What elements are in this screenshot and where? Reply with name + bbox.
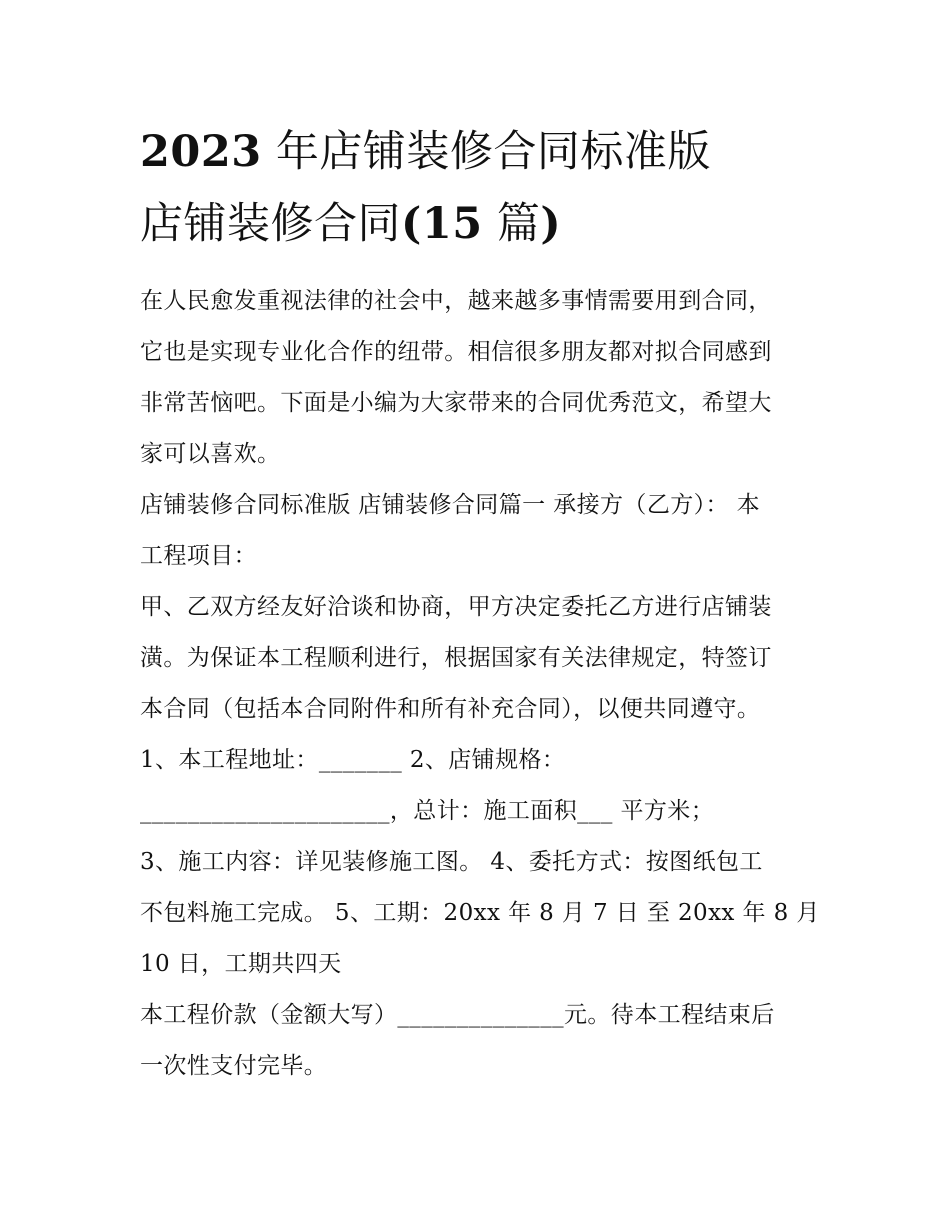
body-line: 非常苦恼吧。下面是小编为大家带来的合同优秀范文，希望大	[140, 390, 772, 416]
body-line: 不包料施工完成。 5、工期：20xx 年 8 月 7 日 至 20xx 年 8 月	[140, 900, 820, 926]
body-line: 工程项目：	[140, 543, 257, 569]
title-unit: 篇	[482, 199, 541, 249]
title-line-2-text: 店铺装修合同	[140, 199, 401, 249]
body-line: 10 日，工期共四天	[140, 951, 342, 977]
body-line: 本合同（包括本合同附件和所有补充合同），以便共同遵守。	[140, 696, 761, 722]
body-line: 3、施工内容：详见装修施工图。 4、委托方式：按图纸包工	[140, 849, 763, 875]
body-line: 在人民愈发重视法律的社会中，越来越多事情需要用到合同，	[140, 288, 772, 314]
body-line: 甲、乙双方经友好洽谈和协商，甲方决定委托乙方进行店铺装	[140, 594, 772, 620]
body-line: 家可以喜欢。	[140, 441, 281, 467]
title-year: 2023	[140, 127, 262, 177]
title-line-2	[140, 188, 820, 260]
title-count: (15	[401, 199, 483, 249]
body-line: 它也是实现专业化合作的纽带。相信很多朋友都对拟合同感到	[140, 339, 772, 365]
document-title	[140, 116, 820, 260]
body-line: 潢。为保证本工程顺利进行，根据国家有关法律规定，特签订	[140, 645, 772, 671]
title-close-paren: )	[540, 199, 562, 249]
body-line: _____________________，总计：施工面积___ 平方米；	[140, 798, 715, 824]
title-line-1-text: 年店铺装修合同标准版	[261, 127, 711, 177]
body-line: 店铺装修合同标准版 店铺装修合同篇一 承接方（乙方）： 本	[140, 492, 761, 518]
document-body	[140, 276, 820, 1092]
title-line-1	[140, 116, 820, 188]
body-line: 1、本工程地址：_______ 2、店铺规格：	[140, 747, 566, 773]
body-line: 一次性支付完毕。	[140, 1053, 328, 1079]
body-line: 本工程价款（金额大写）______________元。待本工程结束后	[140, 1002, 775, 1028]
